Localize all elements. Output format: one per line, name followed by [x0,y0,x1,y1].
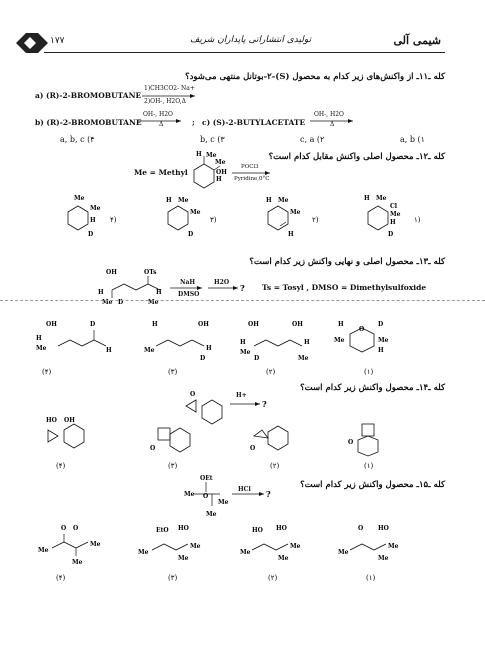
q11-option-4[interactable]: a, b, c (۴ [60,135,95,144]
svg-text:H: H [378,347,384,354]
svg-text:Me: Me [206,152,217,159]
q14-reagent: H+ [236,392,247,399]
reaction-b: b) (R)-2-BROMOBUTANE [35,118,142,127]
svg-text:?: ? [266,489,271,499]
svg-text:O: O [61,525,67,532]
svg-text:(۱): (۱) [364,368,374,376]
q13-r2-top: H2O [214,279,230,286]
arrow-a-top: 1)CH3CO2- Na+ [144,85,195,92]
svg-text:O: O [359,326,365,333]
svg-text:Me: Me [338,549,349,556]
q12-option-2 [266,197,319,238]
svg-text:D: D [118,299,124,306]
svg-text:D: D [388,231,394,238]
svg-text:H: H [390,219,396,226]
svg-text:Me: Me [90,541,101,548]
svg-text:D: D [378,321,384,328]
q13-option-4 [36,321,112,376]
svg-text:H: H [338,321,344,328]
svg-text:۲): ۲) [312,216,319,224]
q14-option-4 [46,417,84,470]
q13-options [28,316,448,378]
svg-text:Me: Me [278,197,289,204]
page-title: شیمی آلی [393,34,441,47]
reaction-a: a) (R)-2-BROMOBUTANE [35,91,142,100]
svg-text:Me: Me [184,491,195,498]
svg-text:Me: Me [388,543,399,550]
logo-icon [12,28,52,58]
svg-text:O: O [250,445,256,452]
question-13: کله ـ۱۳ـ محصول اصلی و نهایی واکنش زیر کدام است؟ [249,257,445,267]
q15-reagent: HCl [238,486,251,493]
svg-text:Me: Me [90,205,101,212]
svg-text:HO: HO [178,525,189,532]
question-12: کله ـ۱۲ـ محصول اصلی واکنش مقابل کدام است؟ [268,152,445,162]
svg-text:(۱): (۱) [366,574,376,582]
svg-text:H: H [266,197,272,204]
q12-reagent-bot: Pyridine,0°C [234,176,270,182]
svg-text:D: D [200,355,206,362]
svg-text:OH: OH [198,321,209,328]
svg-text:Cl: Cl [390,203,398,210]
svg-text:Me: Me [298,355,309,362]
svg-text:O: O [73,525,79,532]
svg-text:H: H [288,231,294,238]
svg-text:O: O [348,439,354,446]
q15-option-2 [240,525,301,582]
q15-option-4 [38,525,101,582]
q15-option-1 [338,525,399,582]
svg-text:O: O [150,445,156,452]
svg-text:Me: Me [376,195,387,202]
svg-text:HO: HO [378,525,389,532]
q12-reagent-top: POCl3 [241,164,259,170]
svg-text:Me: Me [72,559,83,566]
reaction-c: c) (S)-2-BUTYLACETATE [202,118,306,127]
svg-text:Me: Me [240,549,251,556]
svg-text:OH: OH [106,269,117,276]
svg-text:H: H [90,217,96,224]
svg-text:OH: OH [248,321,259,328]
svg-text:Me: Me [290,543,301,550]
svg-text:HO: HO [252,527,263,534]
svg-text:Me: Me [36,345,47,352]
svg-text:Me: Me [378,555,389,562]
page-header [0,28,485,58]
svg-text:Me: Me [190,543,201,550]
q13-option-3 [144,321,212,376]
svg-text:Me: Me [178,197,189,204]
svg-text:Me: Me [178,555,189,562]
q12-option-4 [68,195,117,238]
svg-text:HO: HO [276,525,287,532]
q13-reactant [90,266,280,308]
svg-text:(۲): (۲) [266,368,276,376]
q13-note: Ts = Tosyl , DMSO = Dimethylsulfoxide [262,283,427,292]
publisher-name: تولیدی انتشاراتی پایداران شریف [190,35,312,45]
svg-text:(۳): (۳) [168,462,178,470]
svg-text:Me: Me [278,555,289,562]
svg-text:Me: Me [190,209,201,216]
arrow-a-bot: 2)OH-, H2O,Δ [144,98,187,105]
svg-text:(۴): (۴) [56,574,66,582]
svg-text:Me: Me [38,547,49,554]
svg-text:OTs: OTs [144,269,157,276]
svg-text:D: D [88,231,94,238]
svg-text:H: H [304,339,310,346]
question-14: کله ـ۱۴ـ محصول واکنش زیر کدام است؟ [300,383,445,393]
svg-text:D: D [254,355,260,362]
svg-text:HO: HO [46,417,57,424]
svg-text:Me: Me [218,499,229,506]
svg-text:Me: Me [102,299,113,306]
q11-option-3[interactable]: b, c (۳ [200,135,225,144]
q12-option-1 [364,195,421,238]
svg-text:H: H [166,197,172,204]
q14-option-2 [250,426,288,470]
q13-r1-top: NaH [180,279,196,286]
svg-text:۴): ۴) [110,216,117,224]
question-15: کله ـ۱۵ـ محصول واکنش زیر کدام است؟ [300,480,445,490]
svg-text:(۴): (۴) [42,368,52,376]
svg-text:H: H [206,345,212,352]
svg-text:Me: Me [215,159,226,166]
svg-text:Me: Me [240,349,251,356]
q14-options [28,410,448,474]
methyl-note: Me = Methyl [134,168,188,177]
q12-options [40,192,460,246]
svg-text:۳): ۳) [210,216,217,224]
header-rule [44,52,445,53]
svg-text:H: H [216,176,222,183]
q13-option-1 [334,321,389,376]
q13-option-2 [240,321,310,376]
svg-text:D: D [90,321,96,328]
svg-text:Me: Me [334,337,345,344]
svg-text:H: H [196,151,202,158]
svg-text:H: H [156,289,162,296]
svg-text:(۳): (۳) [168,368,178,376]
svg-text:H: H [106,347,112,354]
q11-option-2[interactable]: c, a (۲ [300,135,325,144]
q13-r1-bot: DMSO [178,291,200,298]
separator: ; [192,118,195,127]
arrow-b-bot: Δ [159,121,164,128]
svg-text:(۳): (۳) [168,574,178,582]
svg-text:OH: OH [64,417,75,424]
svg-text:(۱): (۱) [364,462,374,470]
svg-text:Me: Me [378,337,389,344]
svg-text:H: H [36,335,42,342]
q14-option-3 [150,428,190,470]
svg-text:O: O [190,391,196,398]
svg-text:?: ? [262,399,267,409]
q12-reactant [182,148,282,198]
svg-text:(۲): (۲) [268,574,278,582]
question-11: کله ـ۱۱ـ از واکنش‌های زیر کدام به محصول (S)-۲-بوتانل منتهی می‌شود؟ [185,72,445,82]
page-number: ۱۷۷ [50,36,65,46]
arrow-c-top: OH-, H2O [314,111,344,118]
svg-text:Me: Me [290,209,301,216]
svg-text:H: H [152,321,158,328]
svg-text:EtO: EtO [156,527,169,534]
svg-text:(۲): (۲) [270,462,280,470]
svg-text:?: ? [240,283,245,293]
svg-text:Me: Me [390,211,401,218]
svg-text:D: D [188,231,194,238]
svg-text:Me: Me [206,511,217,518]
svg-text:(۴): (۴) [56,462,66,470]
q11-option-1[interactable]: a, b (۱ [400,135,425,144]
svg-text:Me: Me [74,195,85,202]
svg-text:O: O [358,525,364,532]
q15-reactant [180,472,290,524]
q14-option-1 [348,424,378,470]
q15-options [28,520,448,586]
svg-text:Me: Me [138,549,149,556]
svg-text:Me: Me [148,299,159,306]
q12-option-3 [166,197,217,238]
q15-option-3 [138,525,201,582]
svg-text:O: O [203,493,209,500]
svg-text:H: H [364,195,370,202]
svg-text:OH: OH [46,321,57,328]
svg-text:۱): ۱) [414,216,421,224]
arrow-b-top: OH-, H2O [143,111,173,118]
svg-text:OH: OH [216,169,227,176]
dashed-divider [0,300,485,301]
arrow-c-bot: Δ [330,121,335,128]
svg-text:OEt: OEt [200,475,213,482]
svg-text:H: H [240,339,246,346]
svg-text:Me: Me [144,347,155,354]
svg-text:OH: OH [292,321,303,328]
svg-text:H: H [98,289,104,296]
